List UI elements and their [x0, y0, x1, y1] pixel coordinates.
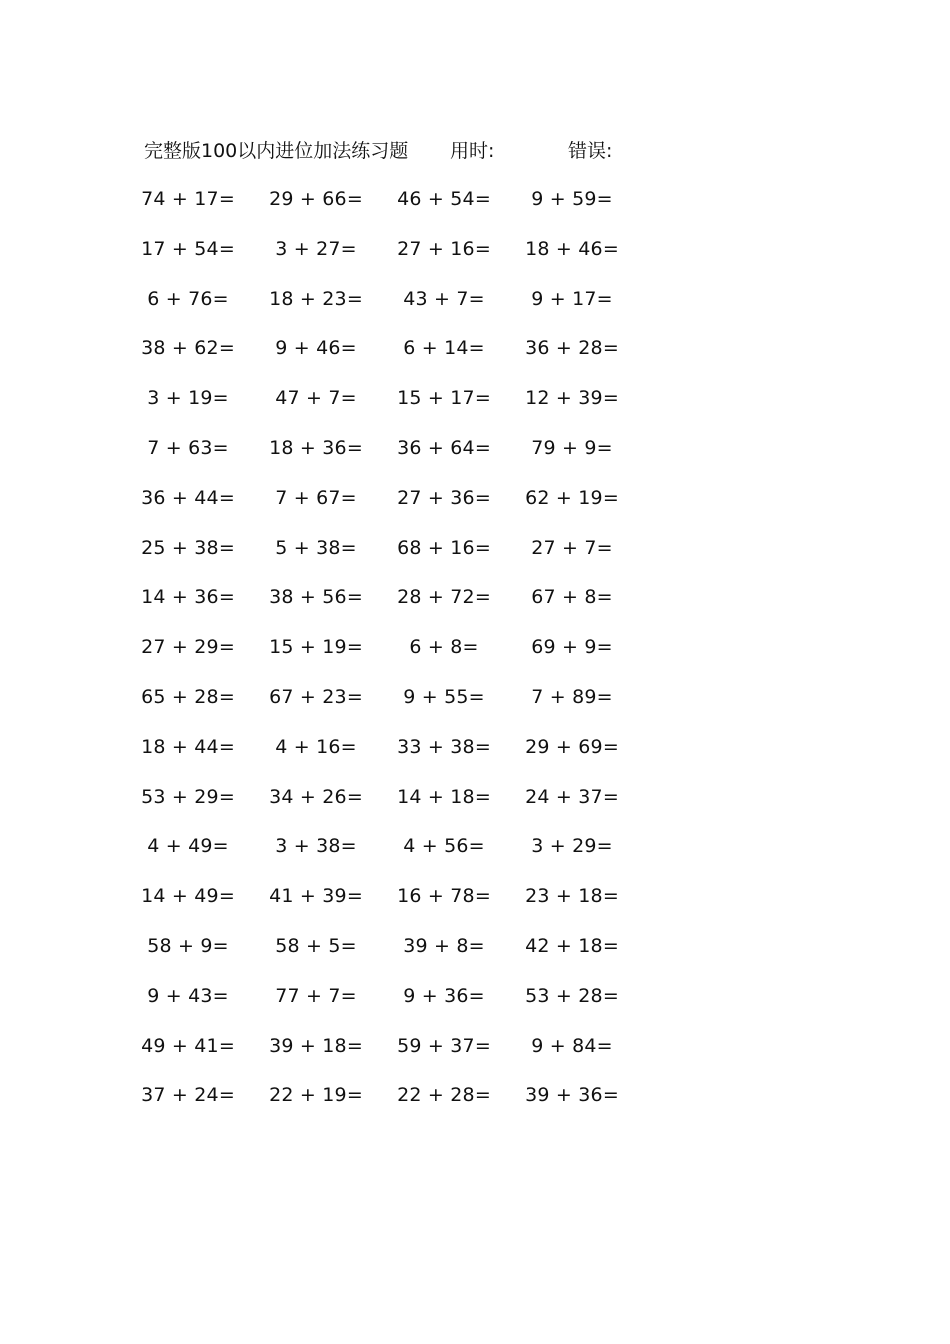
addition-problem: 5 + 38=	[275, 536, 357, 559]
addition-problem: 29 + 66=	[269, 188, 363, 210]
addition-problem: 18 + 23=	[269, 287, 363, 310]
addition-problem: 9 + 43=	[147, 984, 229, 1007]
addition-problem: 43 + 7=	[403, 287, 485, 310]
addition-problem: 33 + 38=	[397, 735, 491, 758]
problem-grid	[132, 184, 652, 1130]
time-used-label: 用时:	[450, 140, 495, 162]
problem-row	[132, 184, 652, 234]
addition-problem: 41 + 39=	[269, 885, 363, 908]
addition-problem: 14 + 49=	[141, 885, 235, 908]
problem-row	[132, 831, 652, 881]
addition-problem: 15 + 17=	[397, 387, 491, 410]
addition-problem: 29 + 69=	[525, 735, 619, 758]
addition-problem: 53 + 29=	[141, 785, 235, 808]
addition-problem: 3 + 19=	[147, 387, 229, 410]
addition-problem: 7 + 67=	[275, 486, 357, 509]
addition-problem: 14 + 36=	[141, 586, 235, 609]
addition-problem: 39 + 36=	[525, 1084, 619, 1107]
addition-problem: 9 + 36=	[403, 984, 485, 1007]
addition-problem: 74 + 17=	[141, 188, 235, 210]
addition-problem: 53 + 28=	[525, 984, 619, 1007]
addition-problem: 6 + 8=	[409, 636, 479, 659]
problem-row	[132, 483, 652, 533]
addition-problem: 6 + 14=	[403, 337, 485, 360]
problem-row	[132, 533, 652, 583]
addition-problem: 49 + 41=	[141, 1034, 235, 1057]
addition-problem: 3 + 38=	[275, 835, 357, 858]
addition-problem: 14 + 18=	[397, 785, 491, 808]
addition-problem: 36 + 28=	[525, 337, 619, 360]
addition-problem: 58 + 9=	[147, 934, 229, 957]
problem-row	[132, 333, 652, 383]
addition-problem: 36 + 44=	[141, 486, 235, 509]
addition-problem: 18 + 36=	[269, 436, 363, 459]
addition-problem: 69 + 9=	[531, 636, 613, 659]
addition-problem: 39 + 18=	[269, 1034, 363, 1057]
addition-problem: 4 + 16=	[275, 735, 357, 758]
problem-row	[132, 931, 652, 981]
problem-row	[132, 981, 652, 1031]
problem-row	[132, 881, 652, 931]
addition-problem: 3 + 27=	[275, 237, 357, 260]
addition-problem: 16 + 78=	[397, 885, 491, 908]
problem-row	[132, 1080, 652, 1130]
addition-problem: 77 + 7=	[275, 984, 357, 1007]
addition-problem: 38 + 62=	[141, 337, 235, 360]
addition-problem: 23 + 18=	[525, 885, 619, 908]
problem-row	[132, 234, 652, 284]
problem-row	[132, 383, 652, 433]
addition-problem: 42 + 18=	[525, 934, 619, 957]
addition-problem: 79 + 9=	[531, 436, 613, 459]
addition-problem: 46 + 54=	[397, 188, 491, 210]
addition-problem: 12 + 39=	[525, 387, 619, 410]
addition-problem: 4 + 56=	[403, 835, 485, 858]
addition-problem: 9 + 55=	[403, 685, 485, 708]
addition-problem: 65 + 28=	[141, 685, 235, 708]
addition-problem: 67 + 8=	[531, 586, 613, 609]
addition-problem: 9 + 59=	[531, 188, 613, 210]
addition-problem: 22 + 28=	[397, 1084, 491, 1107]
addition-problem: 37 + 24=	[141, 1084, 235, 1107]
addition-problem: 22 + 19=	[269, 1084, 363, 1107]
addition-problem: 27 + 16=	[397, 237, 491, 260]
addition-problem: 68 + 16=	[397, 536, 491, 559]
problem-row	[132, 732, 652, 782]
addition-problem: 58 + 5=	[275, 934, 357, 957]
worksheet-title: 完整版100以内进位加法练习题	[144, 140, 409, 162]
addition-problem: 17 + 54=	[141, 237, 235, 260]
addition-problem: 15 + 19=	[269, 636, 363, 659]
addition-problem: 4 + 49=	[147, 835, 229, 858]
problem-row	[132, 433, 652, 483]
addition-problem: 27 + 36=	[397, 486, 491, 509]
addition-problem: 7 + 89=	[531, 685, 613, 708]
addition-problem: 18 + 44=	[141, 735, 235, 758]
addition-problem: 24 + 37=	[525, 785, 619, 808]
addition-problem: 3 + 29=	[531, 835, 613, 858]
addition-problem: 9 + 46=	[275, 337, 357, 360]
addition-problem: 39 + 8=	[403, 934, 485, 957]
problem-row	[132, 1031, 652, 1081]
addition-problem: 59 + 37=	[397, 1034, 491, 1057]
addition-problem: 27 + 7=	[531, 536, 613, 559]
addition-problem: 62 + 19=	[525, 486, 619, 509]
addition-problem: 6 + 76=	[147, 287, 229, 310]
addition-problem: 9 + 17=	[531, 287, 613, 310]
addition-problem: 27 + 29=	[141, 636, 235, 659]
problem-row	[132, 632, 652, 682]
addition-problem: 9 + 84=	[531, 1034, 613, 1057]
problem-row	[132, 284, 652, 334]
problem-row	[132, 582, 652, 632]
problem-row	[132, 682, 652, 732]
addition-problem: 38 + 56=	[269, 586, 363, 609]
addition-problem: 18 + 46=	[525, 237, 619, 260]
addition-problem: 25 + 38=	[141, 536, 235, 559]
error-count-label: 错误:	[568, 140, 613, 162]
addition-problem: 7 + 63=	[147, 436, 229, 459]
problem-row	[132, 782, 652, 832]
addition-problem: 28 + 72=	[397, 586, 491, 609]
addition-problem: 34 + 26=	[269, 785, 363, 808]
addition-problem: 67 + 23=	[269, 685, 363, 708]
addition-problem: 36 + 64=	[397, 436, 491, 459]
addition-problem: 47 + 7=	[275, 387, 357, 410]
